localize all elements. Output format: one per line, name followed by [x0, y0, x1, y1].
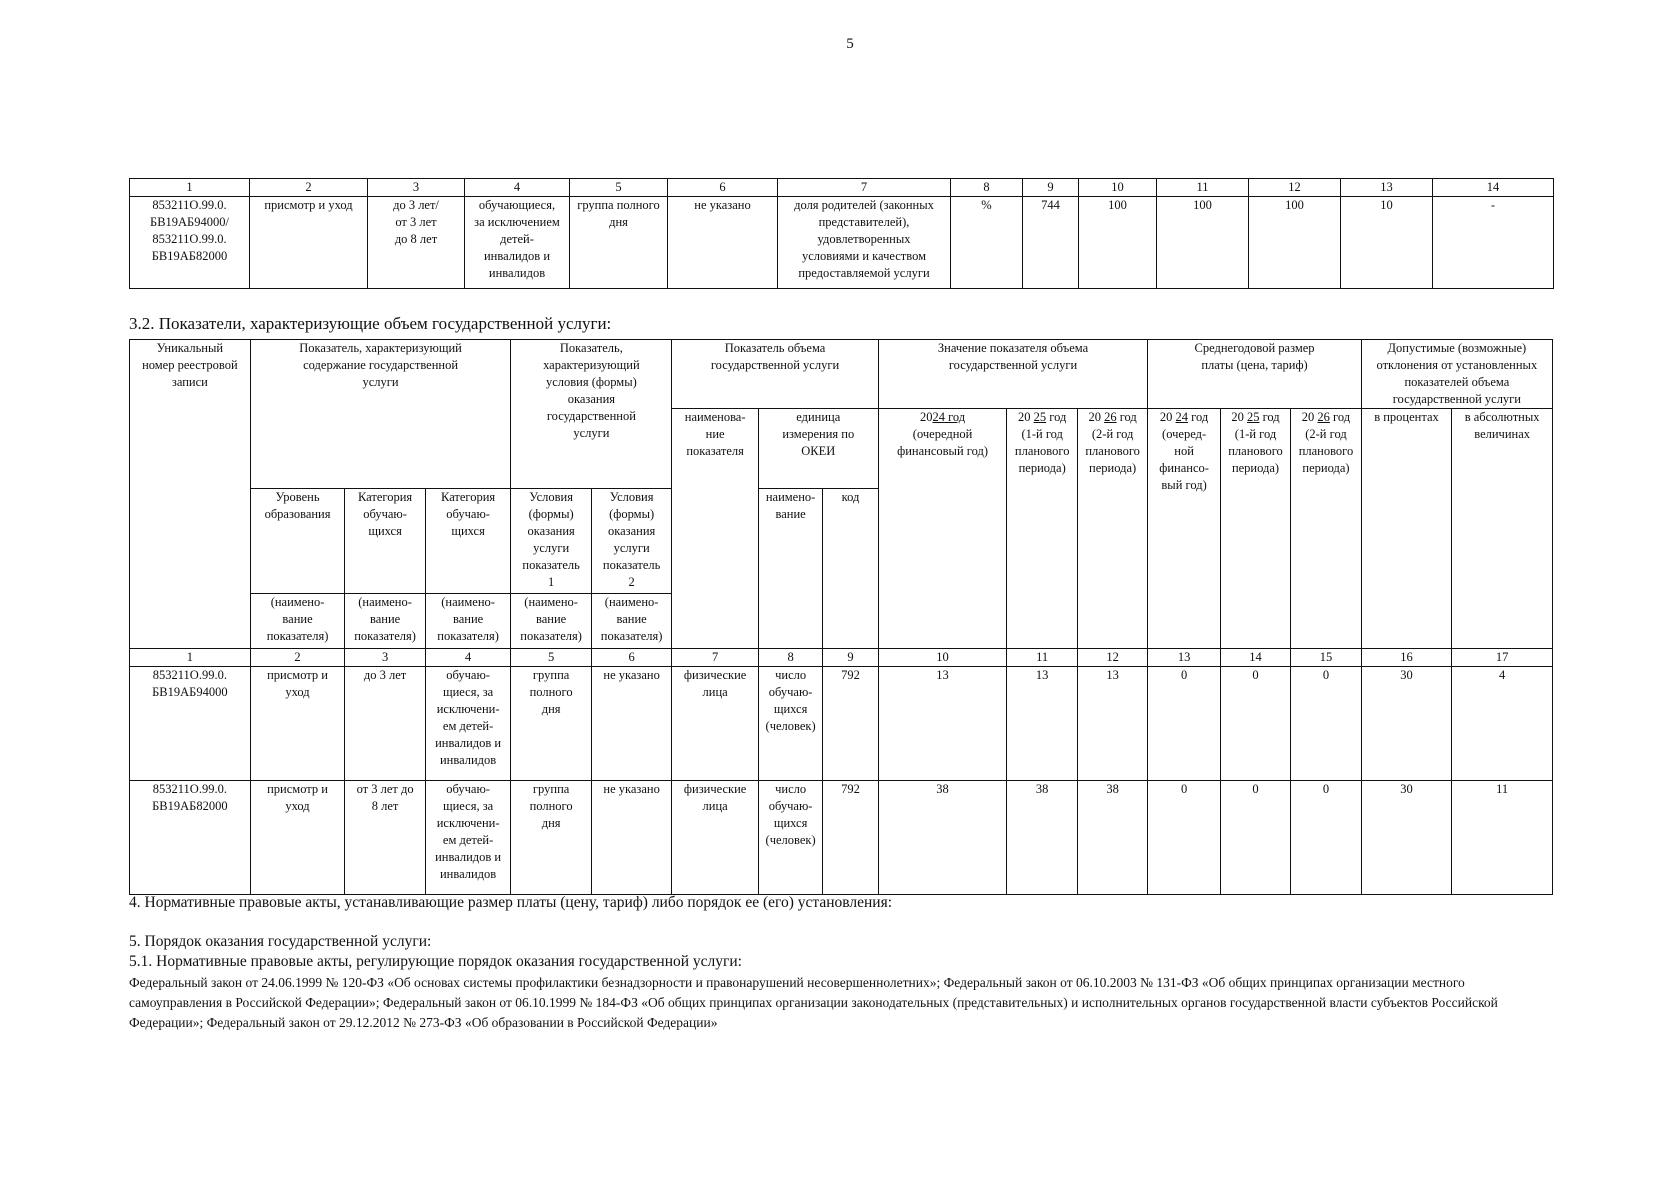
conditions-indicator-header: Показатель, характеризующий условия (формы) оказания государственной услуги	[511, 340, 672, 489]
level-header: Уровень образования	[250, 489, 345, 594]
table-cell: %	[951, 197, 1023, 289]
condition-2-header: Условия (формы) оказания услуги показатель 2	[591, 489, 672, 594]
category-header: Категория обучаю- щихся	[345, 489, 426, 594]
table-cell: 0	[1220, 667, 1290, 781]
col-number: 8	[951, 179, 1023, 197]
section-5-heading: 5. Порядок оказания государственной услуги:	[129, 933, 432, 950]
table-cell: 38	[1077, 781, 1147, 895]
content-indicator-header: Показатель, характеризующий содержание государственной услуги	[250, 340, 511, 489]
table-cell: 13	[878, 667, 1007, 781]
table-cell: группа полного дня	[511, 781, 592, 895]
table-cell: 100	[1157, 197, 1249, 289]
value-year-1-header: 20 25 год (1-й год планового периода)	[1007, 409, 1077, 649]
table-cell: 11	[1452, 781, 1553, 895]
col-number: 6	[668, 179, 778, 197]
table-cell: 12	[1077, 649, 1147, 667]
table-cell: 0	[1291, 667, 1361, 781]
table-cell: доля родителей (законных представителей), удовлетворенных условиями и качеством предоставляемой услуги	[778, 197, 951, 289]
col-number: 7	[778, 179, 951, 197]
unique-number-header: Уникальный номер реестровой записи	[130, 340, 251, 649]
table-cell: присмотр и уход	[250, 667, 345, 781]
table-cell: 792	[823, 781, 878, 895]
col-number: 1	[130, 179, 250, 197]
table-cell: 744	[1023, 197, 1079, 289]
table-cell: число обучаю- щихся (человек)	[758, 781, 822, 895]
table-cell: до 3 лет	[345, 667, 426, 781]
col-number: 10	[1079, 179, 1157, 197]
table-row	[130, 781, 1553, 895]
section-5-1-heading: 5.1. Нормативные правовые акты, регулирующие порядок оказания государственной услуги:	[129, 953, 742, 970]
table-cell: 7	[672, 649, 759, 667]
table-cell: 3	[345, 649, 426, 667]
quality-indicators-table	[129, 178, 1554, 289]
col-number: 5	[570, 179, 668, 197]
table-cell: 6	[591, 649, 672, 667]
table-cell: 853211О.99.0. БВ19АБ94000/ 853211О.99.0. БВ19АБ82000	[130, 197, 250, 289]
table-cell: 0	[1148, 781, 1220, 895]
unit-header: единица измерения по ОКЕИ	[758, 409, 878, 489]
section-4-heading: 4. Нормативные правовые акты, устанавливающие размер платы (цену, тариф) либо порядок ее (его) установления:	[129, 894, 893, 911]
col-number: 14	[1433, 179, 1554, 197]
col-number: 9	[1023, 179, 1079, 197]
indicator-name-subheader: (наимено- вание показателя)	[511, 594, 592, 649]
table-cell: группа полного дня	[511, 667, 592, 781]
table-cell: 0	[1148, 667, 1220, 781]
table-cell: 16	[1361, 649, 1452, 667]
table-cell: 0	[1291, 781, 1361, 895]
table-cell: 13	[1007, 667, 1077, 781]
table-cell: физические лица	[672, 781, 759, 895]
table-row	[130, 197, 1554, 289]
table-cell: не указано	[591, 781, 672, 895]
absolute-header: в абсолютных величинах	[1452, 409, 1553, 649]
table-cell: 17	[1452, 649, 1553, 667]
table-cell: 853211О.99.0. БВ19АБ94000	[130, 667, 251, 781]
table-cell: 30	[1361, 781, 1452, 895]
table-cell: 10	[878, 649, 1007, 667]
indicator-name-header: наименова- ние показателя	[672, 409, 759, 649]
value-year-0-header: 2024 год (очередной финансовый год)	[878, 409, 1007, 649]
table-cell: 4	[1452, 667, 1553, 781]
indicator-name-subheader: (наимено- вание показателя)	[250, 594, 345, 649]
table-cell: обучаю- щиеся, за исключени- ем детей- инвалидов и инвалидов	[425, 781, 511, 895]
table-cell: 13	[1077, 667, 1147, 781]
table-cell: 853211О.99.0. БВ19АБ82000	[130, 781, 251, 895]
unit-name-header: наимено- вание	[758, 489, 822, 649]
table-cell: 13	[1148, 649, 1220, 667]
table-cell: присмотр и уход	[250, 197, 368, 289]
table-cell: 0	[1220, 781, 1290, 895]
volume-indicators-table	[129, 339, 1553, 895]
table-cell: 15	[1291, 649, 1361, 667]
laws-paragraph: Федеральный закон от 24.06.1999 № 120-ФЗ «Об основах системы профилактики безнадзорности и правонарушений несовершеннолетних»; Федеральный закон от 06.10.2003 № 131-ФЗ «Об общих принципах организации местного самоуправления в Российской Федерации»; Федеральный закон от 06.10.1999 № 184-ФЗ «Об общих принципах организации законодательных (представительных) и исполнительных органов государственной власти субъектов Российской Федерации»; Федеральный закон от 29.12.2012 № 273-ФЗ «Об образовании в Российской Федерации»	[129, 975, 1498, 1030]
table-cell: 10	[1341, 197, 1433, 289]
table-row	[130, 340, 1553, 409]
table-cell: 5	[511, 649, 592, 667]
table-cell: присмотр и уход	[250, 781, 345, 895]
col-number: 12	[1249, 179, 1341, 197]
table-cell: не указано	[591, 667, 672, 781]
table-cell: 14	[1220, 649, 1290, 667]
unit-code-header: код	[823, 489, 878, 649]
table-row	[130, 649, 1553, 667]
value-year-2-header: 20 26 год (2-й год планового периода)	[1077, 409, 1147, 649]
table-cell: 100	[1079, 197, 1157, 289]
table-cell: 792	[823, 667, 878, 781]
table-cell: 30	[1361, 667, 1452, 781]
fee-year-1-header: 20 25 год (1-й год планового периода)	[1220, 409, 1290, 649]
table-cell: 9	[823, 649, 878, 667]
table-cell: 100	[1249, 197, 1341, 289]
percent-header: в процентах	[1361, 409, 1452, 649]
deviations-header: Допустимые (возможные) отклонения от установленных показателей объема государственной услуги	[1361, 340, 1552, 409]
table-cell: -	[1433, 197, 1554, 289]
col-number: 13	[1341, 179, 1433, 197]
table-cell: обучающиеся, за исключением детей- инвалидов и инвалидов	[465, 197, 570, 289]
fee-year-2-header: 20 26 год (2-й год планового периода)	[1291, 409, 1361, 649]
col-number: 11	[1157, 179, 1249, 197]
table-cell: 4	[425, 649, 511, 667]
page-number: 5	[846, 36, 854, 52]
volume-indicator-header: Показатель объема государственной услуги	[672, 340, 878, 409]
value-header: Значение показателя объема государственной услуги	[878, 340, 1148, 409]
table-cell: 8	[758, 649, 822, 667]
col-number: 3	[368, 179, 465, 197]
table-row	[130, 667, 1553, 781]
table-cell: 38	[878, 781, 1007, 895]
fee-header: Среднегодовой размер платы (цена, тариф)	[1148, 340, 1361, 409]
fee-year-0-header: 20 24 год (очеред- ной финансо- вый год)	[1148, 409, 1220, 649]
table-cell: 1	[130, 649, 251, 667]
table-cell: от 3 лет до 8 лет	[345, 781, 426, 895]
condition-1-header: Условия (формы) оказания услуги показатель 1	[511, 489, 592, 594]
col-number: 2	[250, 179, 368, 197]
table-cell: до 3 лет/ от 3 лет до 8 лет	[368, 197, 465, 289]
table-cell: 11	[1007, 649, 1077, 667]
col-number: 4	[465, 179, 570, 197]
table-cell: физические лица	[672, 667, 759, 781]
category-header: Категория обучаю- щихся	[425, 489, 511, 594]
indicator-name-subheader: (наимено- вание показателя)	[345, 594, 426, 649]
table-cell: 38	[1007, 781, 1077, 895]
table-cell: обучаю- щиеся, за исключени- ем детей- инвалидов и инвалидов	[425, 667, 511, 781]
table-cell: 2	[250, 649, 345, 667]
table-cell: группа полного дня	[570, 197, 668, 289]
table-cell: число обучаю- щихся (человек)	[758, 667, 822, 781]
table-row	[130, 179, 1554, 197]
table-cell: не указано	[668, 197, 778, 289]
indicator-name-subheader: (наимено- вание показателя)	[591, 594, 672, 649]
section-3-2-heading: 3.2. Показатели, характеризующие объем государственной услуги:	[129, 314, 612, 333]
indicator-name-subheader: (наимено- вание показателя)	[425, 594, 511, 649]
